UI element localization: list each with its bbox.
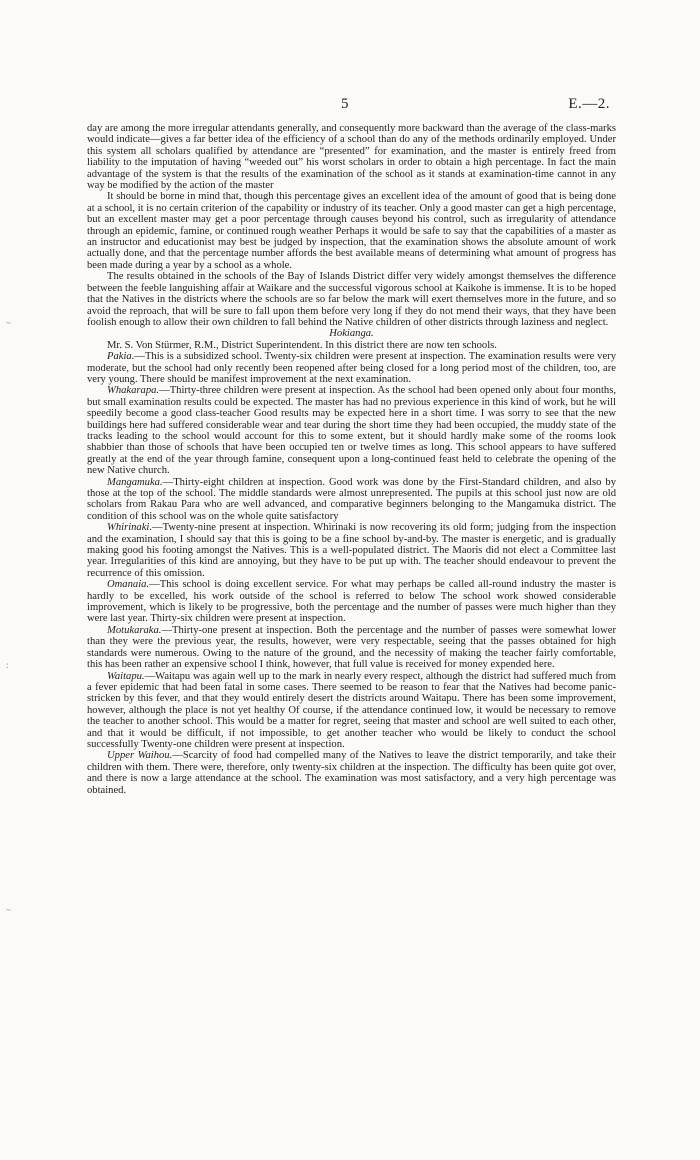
school-paragraph [87,750,616,796]
school-paragraph [87,477,616,523]
school-name: Mangamuka. [107,476,163,488]
document-reference: E.—2. [568,96,610,112]
school-text: —Thirty-three children were present at inspection. As the school had been opened only about four months, but small examination results could be expected. The master has had no previous experience in this kind of work, but he will speedily become a good class-teacher Good results may be expected here in a short time. I was sorry to see that the new buildings here had suffered considerable wear and tear during the short time they had been occupied, the muddy state of the tracks leading to the school would account for this to some extent, but it should hardly make some of the rooms look shabbier than those of schools that have been occupied ten or twelve times as long. This school appears to have suffered greatly at the end of the year through famine, consequent upon a long-continued feast held to celebrate the opening of the new Native church. [87,385,616,477]
school-text: —This is a subsidized school. Twenty-six children were present at inspection. The examination results were very moderate, but the school had only recently been reopened after being closed for a long period most of the children, too, are very young. There should be manifest improvement at the next examination. [87,351,616,385]
school-paragraph [87,522,616,579]
paragraph: It should be borne in mind that, though this percentage gives an excellent idea of the amount of good that is being done at a school, it is no certain criterion of the capability or industry of its teacher. Only a good master can get a high percentage, but an excellent master may get a poor percentage through causes beyond his control, such as irregularity of attendance through an epidemic, famine, or continued rough weather Perhaps it would be safe to say that the capabilities of a master as an instructor and educationist may best be judged by inspection, that the examination shows the absolute amount of work actually done, and that the percentage number affords the best available means of determining what amount of progress has been made during a year by a school as a whole. [87,191,616,271]
school-text: —This school is doing excellent service. For what may perhaps be called all-round industry the master is hardly to be excelled, his work outside of the school is referred to below The school work showed considerable improvement, which is likely to be progressive, both the percentage and the number of passes were much higher than they were last year. Thirty-six children were present at inspection. [87,579,616,625]
school-name: Omanaia. [107,579,150,591]
school-paragraph [87,579,616,625]
document-body [87,123,616,796]
school-name: Pakia. [107,351,135,363]
page-number: 5 [341,96,349,112]
school-name: Whirinaki. [107,522,153,534]
paragraph: day are among the more irregular attendants generally, and consequently more backward than the average of the class-marks would indicate—gives a far better idea of the efficiency of a school than do any of the methods ordinarily employed. Under this system all scholars qualified by attendance are “presented” for examination, and the master is entirely freed from liability to the imputation of having “weeded out” his worst scholars in order to obtain a high percentage. In fact the main advantage of the system is that the results of the examination of the school as it stands at examination-time cannot in any way be modified by the action of the master [87,123,616,192]
school-name: Waitapu. [107,670,145,682]
school-text: —Thirty-one present at inspection. Both the percentage and the number of passes were somewhat lower than they were the previous year, the results, however, were very respectable, seeing that the passes obtained for high standards were numerous. Owing to the nature of the ground, and the necessity of making the teacher fairly comfortable, this has been rather an expensive school I think, however, that full value is received for money expended here. [87,624,616,671]
section-heading: Hokianga. [329,328,374,340]
school-name: Whakarapa. [107,385,160,397]
paragraph: The results obtained in the schools of the Bay of Islands District differ very widely amongst themselves the difference between the feeble languishing affair at Waikare and the successful vigorous school at Kaikohe is immense. It is to be hoped that the Natives in the districts where the schools are so far below the mark will exert themselves more in the future, and so avoid the reproach, that will be sure to fall upon them before very long if they do not mend their ways, that they have been foolish enough to allow their own children to fall behind the Native children of other districts through laziness and neglect. [87,271,616,328]
district-intro: Mr. S. Von Stürmer, R.M., District Superintendent. In this district there are now ten schools. [107,339,497,351]
margin-mark: ~ [6,318,11,328]
school-text: —Twenty-nine present at inspection. Whirinaki is now recovering its old form; judging from the inspection and the examination, I should say that this is going to be a fine school by-and-by. The master is energetic, and is gradually making good his footing amongst the Natives. This is a well-populated district. The Maoris did not elect a Committee last year. Irregularities of this kind are annoying, but they have to be put up with. The teacher should endeavour to prevent the recurrence of this omission. [87,522,616,579]
school-text: —Thirty-eight children at inspection. Good work was done by the First-Standard children, and also by those at the top of the school. The middle standards were almost unrepresented. The pupils at this school just now are old scholars from Rakau Para who are well advanced, and comparative beginners belonging to the Mangamuka district. The condition of this school was on the whole quite satisfactory [87,476,616,522]
school-name: Motukaraka. [107,624,162,636]
margin-mark: ~ [6,905,11,915]
page-header [0,96,700,116]
school-name: Upper Waihou. [107,750,173,762]
school-paragraph [87,671,616,751]
margin-mark: : [6,660,9,670]
school-paragraph [87,351,616,385]
school-paragraph [87,625,616,671]
school-paragraph [87,385,616,476]
school-text: —Scarcity of food had compelled many of the Natives to leave the district temporarily, and take their children with them. There were, therefore, only twenty-six children at the inspection. The difficulty has been quite got over, and there is now a large attendance at the school. The examination was most satisfactory, and a very high percentage was obtained. [87,750,616,796]
school-text: —Waitapu was again well up to the mark in nearly every respect, although the district had suffered much from a fever epidemic that had been fatal in some cases. There seemed to be reason to fear that the Natives had become panic-stricken by this fever, and that they would entirely desert the districts around Waitapu. There has been some improvement, however, although the place is not yet healthy Of course, if the attendance continued low, it would be necessary to remove the teacher to another school. This would be a matter for regret, seeing that master and school are well suited to each other, and that it would be difficult, if not impossible, to get another teacher who would be likely to conduct the school successfully Twenty-one children were present at inspection. [87,670,616,750]
